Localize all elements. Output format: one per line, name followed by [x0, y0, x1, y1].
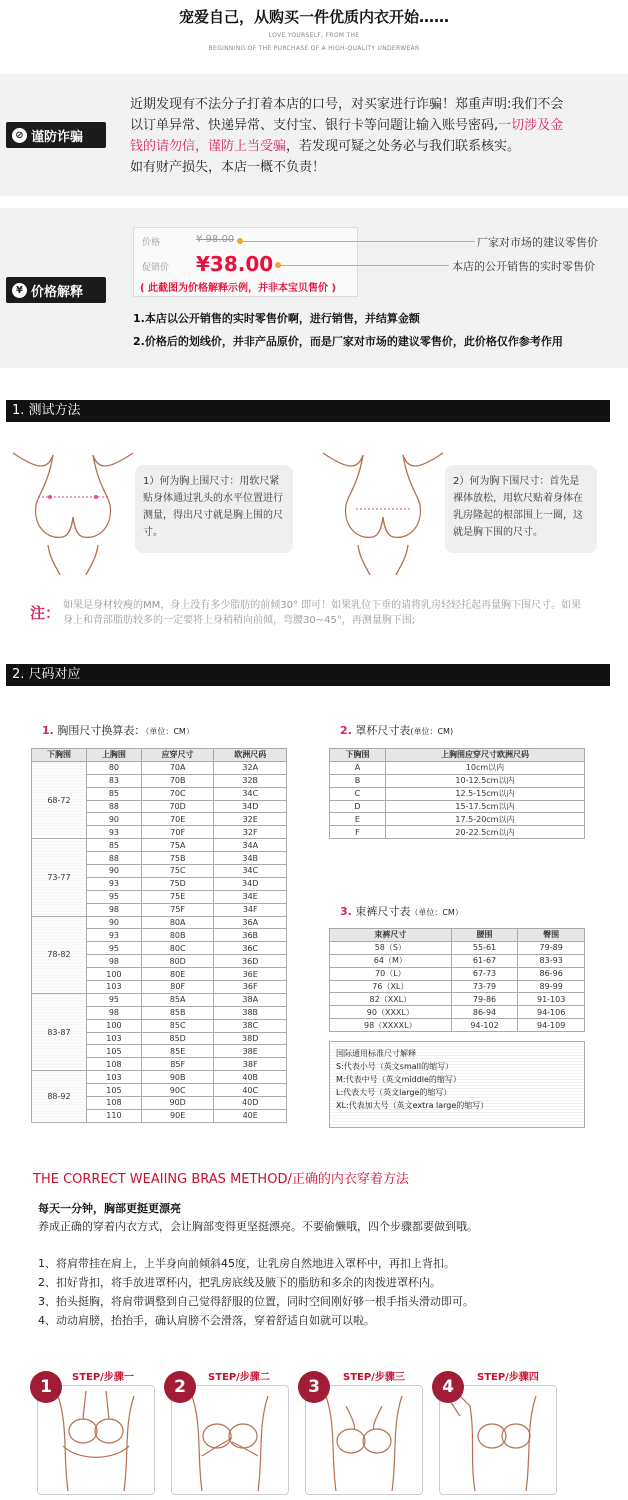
step-3-label: STEP/步骤三 [343, 1372, 405, 1383]
bust-table-cell: 80F [141, 981, 214, 994]
step-2-illustration [172, 1386, 288, 1494]
table-row [330, 761, 585, 774]
step-2-frame [171, 1385, 289, 1495]
sale-price-explanation: 本店的公开销售的实时零售价 [452, 260, 595, 273]
pants-table-cell: 76（XL） [330, 980, 452, 993]
table-row [330, 800, 585, 813]
table-row [330, 980, 585, 993]
bust-table-cell: 38B [214, 1006, 287, 1019]
bust-table-cell: 90 [86, 813, 141, 826]
sale-price-value: ¥38.00 [196, 252, 274, 276]
bust-table-cell: 90C [141, 1084, 214, 1097]
cup-table-cell: 17.5-20cm以内 [385, 813, 584, 826]
bust-table-cell: 70C [141, 787, 214, 800]
table-row [32, 839, 287, 852]
bust-table-cell: 90 [86, 916, 141, 929]
warning-line-3a-highlight: 钱的请勿信，谨防上当受骗 [130, 139, 287, 154]
pants-table-cell: 98（XXXXL） [330, 1019, 452, 1032]
cup-table-cell: 15-17.5cm以内 [385, 800, 584, 813]
bust-table-cell: 75E [141, 890, 214, 903]
pants-table-cell: 58（S） [330, 941, 452, 954]
method-steps-text [38, 1254, 474, 1330]
table-row [330, 774, 585, 787]
warning-line-2 [130, 115, 620, 136]
bust-table-cell: 83 [86, 774, 141, 787]
bust-table-title [42, 722, 194, 738]
bust-table-cell: 85 [86, 839, 141, 852]
step-2-label: STEP/步骤二 [208, 1372, 270, 1383]
pants-table-heading: 束裤尺寸表 [355, 905, 411, 918]
sale-price-leader-line [281, 265, 449, 266]
step-2-number: 2 [164, 1371, 196, 1403]
header-subtitle-en-2: BEGINNING OF THE PURCHASE OF A HIGH-QUALITY UNDERWEAR [208, 45, 420, 52]
pants-table-cell: 91-103 [518, 993, 585, 1006]
price-example-note: ( 此截图为价格解释示例，并非本宝贝售价 ) [140, 283, 337, 294]
bust-table-cell: 85B [141, 1006, 214, 1019]
cup-table-cell: D [330, 800, 386, 813]
method-step-text-4: 4、动动肩膀，抬抬手，确认肩膀不会滑落，穿着舒适自如就可以啦。 [38, 1314, 375, 1327]
bust-table-cell: 100 [86, 1019, 141, 1032]
bust-table-cell: 85E [141, 1045, 214, 1058]
pants-table-cell: 83-93 [518, 954, 585, 967]
price-badge-label: 价格解释 [31, 284, 84, 300]
under-bust-illustration [318, 445, 448, 575]
cup-table-title [340, 722, 453, 738]
bust-table-cell: 108 [86, 1058, 141, 1071]
pants-table-cell: 64（M） [330, 954, 452, 967]
bust-table-cell: 38A [214, 993, 287, 1006]
intl-size-explanation [329, 1041, 585, 1128]
cup-table-cell: C [330, 787, 386, 800]
bust-table-cell: 40E [214, 1109, 287, 1122]
bust-table-cell: 34C [214, 787, 287, 800]
prohibit-icon: ⊘ [12, 128, 27, 143]
bust-table-cell: 40D [214, 1097, 287, 1110]
table-row [32, 761, 287, 774]
pants-table-cell: 55-61 [451, 941, 518, 954]
upper-bust-explanation: 1）何为胸上围尺寸：用软尺紧贴身体通过乳头的水平位置进行测量，得出尺寸就是胸上围的尺寸。 [135, 465, 293, 553]
bust-table-cell: 108 [86, 1097, 141, 1110]
bust-table-cell: 80C [141, 942, 214, 955]
bust-table-heading: 胸围尺寸换算表： [57, 724, 146, 737]
header-subtitle-en-1: LOVE YOURSELF, FROM THE [268, 32, 360, 39]
bust-table-cell: 34D [214, 877, 287, 890]
bust-table-cell: 36E [214, 968, 287, 981]
pants-table-header-row [330, 929, 585, 942]
bust-table-header-cell: 应穿尺寸 [141, 749, 214, 762]
table-row [330, 941, 585, 954]
warning-text [130, 94, 620, 178]
page-title: 宠爱自己，从购买一件优质内衣开始…… [178, 8, 449, 26]
bust-table-cell: 93 [86, 826, 141, 839]
bust-table-cell: 85D [141, 1032, 214, 1045]
pants-table-cell: 94-109 [518, 1019, 585, 1032]
pants-table-cell: 70（L） [330, 967, 452, 980]
pants-table-cell: 73-79 [451, 980, 518, 993]
bust-table-cell: 36A [214, 916, 287, 929]
pants-table-cell: 61-67 [451, 954, 518, 967]
warning-badge [6, 122, 106, 148]
orig-price-value: ¥ 98.00 [196, 234, 235, 245]
step-4-number: 4 [432, 1371, 464, 1403]
bust-table-cell: 80E [141, 968, 214, 981]
bust-table-cell: 80B [141, 929, 214, 942]
bust-table-number: 1. [42, 724, 54, 737]
bust-table-cell: 90D [141, 1097, 214, 1110]
warning-line-4: 如有财产损失，本店一概不负责！ [130, 160, 326, 175]
warning-line-3b: ，若发现可疑之处务必与我们联系核实。 [286, 139, 521, 154]
note-text: 如果是身材较瘦的MM，身上没有多少脂肪的前倾30° 即可！如果乳位下垂的请将乳房轻轻托起再量胸下围尺寸。如果身上和背部脂肪较多的一定要将上身稍稍向前倾，弯腰30~45°，再测量胸下围; [63, 600, 582, 626]
bust-table-cell: 88 [86, 852, 141, 865]
bust-table-header-row [32, 749, 287, 762]
cup-size-table [329, 748, 585, 839]
under-bust-cell: 78-82 [32, 916, 87, 993]
table-row [330, 1006, 585, 1019]
table-row [330, 813, 585, 826]
bust-table-cell: 85A [141, 993, 214, 1006]
bust-table-cell: 34F [214, 903, 287, 916]
bust-table-cell: 32B [214, 774, 287, 787]
cup-table-cell: 10-12.5cm以内 [385, 774, 584, 787]
bust-table-cell: 95 [86, 890, 141, 903]
section-test-method-header: 1. 测试方法 [6, 400, 610, 422]
pants-table-cell: 89-99 [518, 980, 585, 993]
bust-table-cell: 40C [214, 1084, 287, 1097]
bust-table-cell: 34A [214, 839, 287, 852]
table-row [330, 967, 585, 980]
bust-table-cell: 103 [86, 981, 141, 994]
bust-table-cell: 95 [86, 942, 141, 955]
price-example-box [133, 227, 358, 297]
bust-table-cell: 75A [141, 839, 214, 852]
pants-table-cell: 94-102 [451, 1019, 518, 1032]
bust-table-cell: 38F [214, 1058, 287, 1071]
bust-table-cell: 32A [214, 761, 287, 774]
cup-table-cell: 20-22.5cm以内 [385, 826, 584, 839]
bust-table-cell: 38D [214, 1032, 287, 1045]
bust-table-cell: 36F [214, 981, 287, 994]
bust-table-cell: 34E [214, 890, 287, 903]
under-bust-cell: 88-92 [32, 1071, 87, 1123]
bust-table-cell: 93 [86, 877, 141, 890]
cup-table-cell: A [330, 761, 386, 774]
orig-price-leader-line [243, 241, 475, 242]
under-bust-cell: 83-87 [32, 993, 87, 1070]
bust-table-cell: 70D [141, 800, 214, 813]
bust-table-cell: 110 [86, 1109, 141, 1122]
price-rule-2: 2.价格后的划线价，并非产品原价，而是厂家对市场的建议零售价，此价格仅作参考作用 [133, 335, 563, 348]
bust-table-cell: 70A [141, 761, 214, 774]
warning-badge-label: 谨防诈骗 [31, 129, 84, 145]
table-row [330, 954, 585, 967]
bust-table-cell: 36B [214, 929, 287, 942]
table-row [32, 1071, 287, 1084]
pants-table-cell: 79-89 [518, 941, 585, 954]
bust-table-cell: 70F [141, 826, 214, 839]
bust-table-cell: 98 [86, 903, 141, 916]
bust-table-cell: 32E [214, 813, 287, 826]
intl-size-line: L:代表大号（英文large的缩写） [336, 1088, 452, 1097]
cup-table-number: 2. [340, 724, 352, 737]
under-bust-cell: 68-72 [32, 761, 87, 838]
bust-table-cell: 103 [86, 1071, 141, 1084]
step-4-illustration [440, 1386, 556, 1494]
table-row [330, 993, 585, 1006]
pants-table-cell: 86-94 [451, 1006, 518, 1019]
table-row [330, 826, 585, 839]
bust-table-cell: 90 [86, 865, 141, 878]
orig-price-explanation: 厂家对市场的建议零售价 [477, 236, 598, 249]
bust-table-cell: 80 [86, 761, 141, 774]
pants-table-header-cell: 腰围 [451, 929, 518, 942]
bust-table-cell: 34D [214, 800, 287, 813]
bust-table-cell: 80D [141, 955, 214, 968]
cup-table-cell: 12.5-15cm以内 [385, 787, 584, 800]
cup-table-heading: 罩杯尺寸表 [355, 724, 411, 737]
step-4-frame [439, 1385, 557, 1495]
bust-table-cell: 32F [214, 826, 287, 839]
bust-table-cell: 34C [214, 865, 287, 878]
under-bust-explanation: 2）何为胸下围尺寸：首先是裸体放松，用软尺贴着身体在乳房隆起的根部围上一圈，这就是胸下围的尺寸。 [445, 465, 597, 553]
orig-price-label: 价格 [142, 238, 161, 248]
pants-table-cell: 86-96 [518, 967, 585, 980]
pants-table-header-cell: 束裤尺寸 [330, 929, 452, 942]
sale-price-label: 促销价 [142, 263, 170, 273]
intl-size-line: S:代表小号（英文small的缩写） [336, 1062, 454, 1071]
bust-table-cell: 90E [141, 1109, 214, 1122]
bust-table-cell: 105 [86, 1084, 141, 1097]
table-row [330, 787, 585, 800]
step-3-frame [305, 1385, 423, 1495]
method-title: THE CORRECT WEAIING BRAS METHOD/正确的内衣穿着方法 [33, 1172, 409, 1187]
cup-table-cell: E [330, 813, 386, 826]
bust-table-cell: 75F [141, 903, 214, 916]
bust-table-header-cell: 欧洲尺码 [214, 749, 287, 762]
bust-table-cell: 80A [141, 916, 214, 929]
bust-table-cell: 105 [86, 1045, 141, 1058]
cup-table-cell: B [330, 774, 386, 787]
bust-table-cell: 95 [86, 993, 141, 1006]
bust-table-cell: 36D [214, 955, 287, 968]
bust-table-cell: 70B [141, 774, 214, 787]
cup-table-header-row [330, 749, 585, 762]
bust-table-cell: 85 [86, 787, 141, 800]
pants-table-number: 3. [340, 905, 352, 918]
price-rule-1: 1.本店以公开销售的实时零售价啊，进行销售，并结算金额 [133, 312, 420, 325]
method-step-text-2: 2、扣好背扣，将手放进罩杯内，把乳房底线及腋下的脂肪和多余的肉拨进罩杯内。 [38, 1276, 441, 1289]
table-row [330, 1019, 585, 1032]
intl-size-line: M:代表中号（英文middle的缩写） [336, 1075, 461, 1084]
bust-table-unit: （单位：CM） [145, 727, 194, 736]
bust-table-cell: 103 [86, 1032, 141, 1045]
pants-table-unit: （单位：CM） [410, 908, 463, 917]
bust-table-cell: 40B [214, 1071, 287, 1084]
section-size-chart-header: 2. 尺码对应 [6, 664, 610, 686]
intl-size-line: XL:代表加大号（英文extra large的缩写） [336, 1101, 489, 1110]
pants-table-cell: 82（XXL） [330, 993, 452, 1006]
bust-table-cell: 70E [141, 813, 214, 826]
bust-table-cell: 100 [86, 968, 141, 981]
table-row [32, 993, 287, 1006]
pants-table-cell: 67-73 [451, 967, 518, 980]
bust-table-cell: 75B [141, 852, 214, 865]
bust-table-cell: 38C [214, 1019, 287, 1032]
step-1-number: 1 [30, 1371, 62, 1403]
step-1-illustration [38, 1386, 154, 1494]
step-3-illustration [306, 1386, 422, 1494]
step-3-number: 3 [298, 1371, 330, 1403]
pants-table-title [340, 903, 463, 919]
pants-table-header-cell: 臀围 [518, 929, 585, 942]
warning-line-1: 近期发现有不法分子打着本店的口号，对买家进行诈骗！郑重声明:我们不会 [130, 97, 564, 112]
bust-table-cell: 85F [141, 1058, 214, 1071]
method-subtitle: 养成正确的穿着内衣方式，会让胸部变得更坚挺漂亮。不要偷懒哦，四个步骤都要做到哦。 [38, 1220, 478, 1233]
under-bust-cell: 73-77 [32, 839, 87, 916]
bust-table-cell: 93 [86, 929, 141, 942]
bust-size-table [31, 748, 287, 1123]
bust-table-header-cell: 下胸围 [32, 749, 87, 762]
table-row [32, 916, 287, 929]
warning-line-2a: 以订单异常、快递异常、支付宝、银行卡等问题让输入账号密码, [130, 118, 499, 133]
cup-table-cell: 10cm以内 [385, 761, 584, 774]
note-label: 注： [30, 604, 61, 622]
bust-table-cell: 34B [214, 852, 287, 865]
step-1-label: STEP/步骤一 [72, 1372, 134, 1383]
upper-bust-illustration [8, 445, 138, 575]
method-step-text-1: 1、将肩带挂在肩上，上半身向前倾斜45度，让乳房自然地进入罩杯中，再扣上背扣。 [38, 1257, 455, 1270]
method-subtitle-bold: 每天一分钟，胸部更挺更漂亮 [38, 1202, 181, 1215]
cup-table-header-cell: 上胸围应穿尺寸欧洲尺码 [385, 749, 584, 762]
bust-table-cell: 38E [214, 1045, 287, 1058]
step-4-label: STEP/步骤四 [477, 1372, 539, 1383]
bust-table-cell: 75C [141, 865, 214, 878]
method-step-text-3: 3、抬头挺胸，将肩带调整到自己觉得舒服的位置，同时空间刚好够一根手指头滑动即可。 [38, 1295, 474, 1308]
bust-table-cell: 75D [141, 877, 214, 890]
pants-table-cell: 79-86 [451, 993, 518, 1006]
bust-table-cell: 90B [141, 1071, 214, 1084]
pants-size-table [329, 928, 585, 1032]
warning-line-3 [130, 136, 620, 157]
cup-table-header-cell: 下胸围 [330, 749, 386, 762]
bust-table-cell: 36C [214, 942, 287, 955]
cup-table-cell: F [330, 826, 386, 839]
price-badge [6, 277, 106, 303]
cup-table-unit: (单位：CM) [410, 727, 454, 736]
pants-table-cell: 90（XXXL） [330, 1006, 452, 1019]
bust-table-header-cell: 上胸围 [86, 749, 141, 762]
step-1-frame [37, 1385, 155, 1495]
bust-table-cell: 85C [141, 1019, 214, 1032]
yen-icon: ¥ [12, 283, 27, 298]
intl-size-title: 国际通用标准尺寸解释 [336, 1049, 416, 1058]
bust-table-cell: 98 [86, 955, 141, 968]
bust-table-cell: 88 [86, 800, 141, 813]
pants-table-cell: 94-106 [518, 1006, 585, 1019]
warning-line-2b-highlight: 一切涉及金 [498, 118, 564, 133]
bust-table-cell: 98 [86, 1006, 141, 1019]
